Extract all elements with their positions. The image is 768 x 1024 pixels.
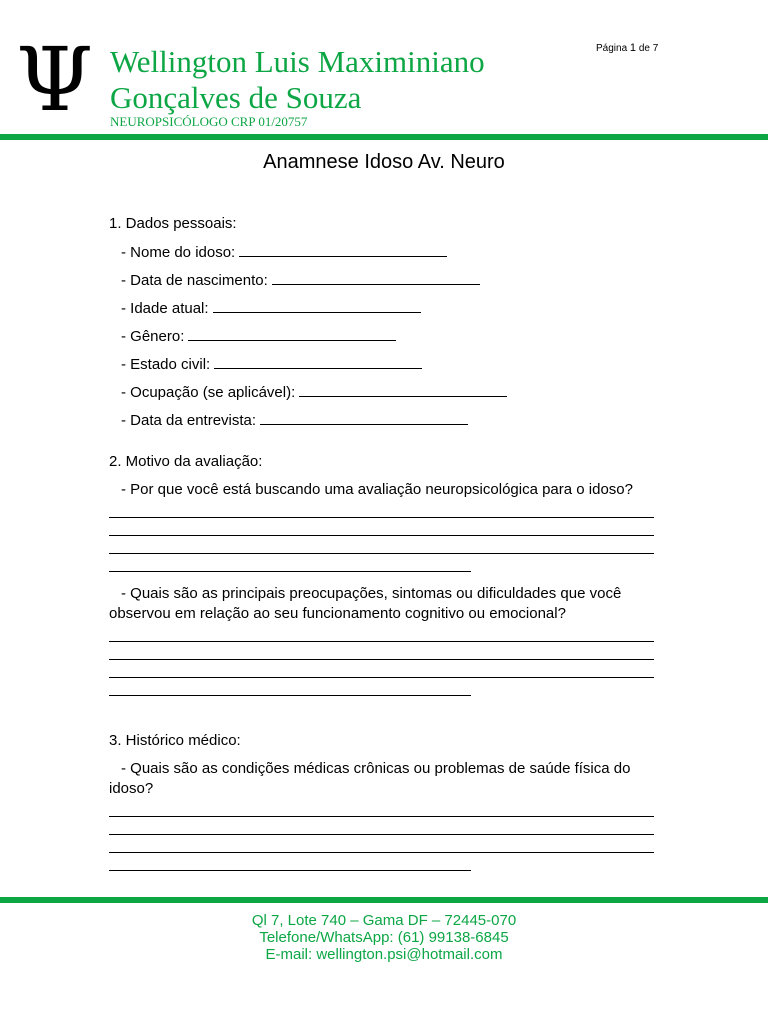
answer-line[interactable] bbox=[109, 536, 654, 554]
answer-line[interactable] bbox=[109, 660, 654, 678]
field-idade[interactable]: - Idade atual: bbox=[109, 298, 654, 326]
footer-contact bbox=[0, 912, 768, 963]
answer-area[interactable] bbox=[109, 500, 654, 572]
psi-logo-icon: Ψ bbox=[16, 28, 94, 131]
answer-line[interactable] bbox=[109, 678, 471, 696]
answer-line[interactable] bbox=[109, 642, 654, 660]
field-nome[interactable]: - Nome do idoso: bbox=[109, 242, 654, 270]
answer-line[interactable] bbox=[109, 554, 471, 572]
question-text: - Quais são as principais preocupações, sintomas ou dificuldades que você observou em relação ao seu funcionamento cognitivo ou emocional? bbox=[109, 585, 622, 622]
field-estado-civil[interactable]: - Estado civil: bbox=[109, 354, 654, 382]
footer-address: Ql 7, Lote 740 – Gama DF – 72445-070 bbox=[251, 912, 517, 929]
field-data-entrevista[interactable]: - Data da entrevista: bbox=[109, 410, 654, 438]
blank-line[interactable] bbox=[272, 270, 480, 285]
header-divider bbox=[0, 134, 768, 140]
blank-line[interactable] bbox=[239, 242, 447, 257]
answer-area[interactable] bbox=[109, 624, 654, 696]
question-text: - Quais são as condições médicas crônicas ou problemas de saúde física do idoso? bbox=[109, 760, 631, 797]
field-nascimento[interactable]: - Data de nascimento: bbox=[109, 270, 654, 298]
answer-line[interactable] bbox=[109, 835, 654, 853]
answer-area[interactable] bbox=[109, 799, 654, 871]
answer-line[interactable] bbox=[109, 518, 654, 536]
blank-line[interactable] bbox=[260, 410, 468, 425]
footer-divider bbox=[0, 897, 768, 903]
blank-line[interactable] bbox=[188, 326, 396, 341]
blank-line[interactable] bbox=[213, 298, 421, 313]
name-line-1: Wellington Luis Maximiniano bbox=[110, 44, 485, 79]
page-number: Página 1 de 7 bbox=[596, 42, 659, 54]
section-heading: 2. Motivo da avaliação: bbox=[109, 453, 263, 470]
footer-phone: Telefone/WhatsApp: (61) 99138-6845 bbox=[259, 929, 509, 946]
answer-line[interactable] bbox=[109, 853, 471, 871]
field-genero[interactable]: - Gênero: bbox=[109, 326, 654, 354]
footer-email: E-mail: wellington.psi@hotmail.com bbox=[265, 946, 503, 963]
field-ocupacao[interactable]: - Ocupação (se aplicável): bbox=[109, 382, 654, 410]
credential-text: NEUROPSICÓLOGO CRP 01/20757 bbox=[110, 114, 308, 129]
blank-line[interactable] bbox=[299, 382, 507, 397]
answer-line[interactable] bbox=[109, 624, 654, 642]
psychologist-name bbox=[110, 44, 485, 116]
answer-line[interactable] bbox=[109, 500, 654, 518]
document-title: Anamnese Idoso Av. Neuro bbox=[263, 151, 505, 173]
answer-line[interactable] bbox=[109, 799, 654, 817]
question-text: - Por que você está buscando uma avaliação neuropsicológica para o idoso? bbox=[121, 481, 633, 498]
section-heading: 3. Histórico médico: bbox=[109, 732, 241, 749]
blank-line[interactable] bbox=[214, 354, 422, 369]
section-heading: 1. Dados pessoais: bbox=[109, 215, 237, 232]
answer-line[interactable] bbox=[109, 817, 654, 835]
form-body bbox=[109, 214, 654, 871]
name-line-2: Gonçalves de Souza bbox=[110, 80, 362, 115]
